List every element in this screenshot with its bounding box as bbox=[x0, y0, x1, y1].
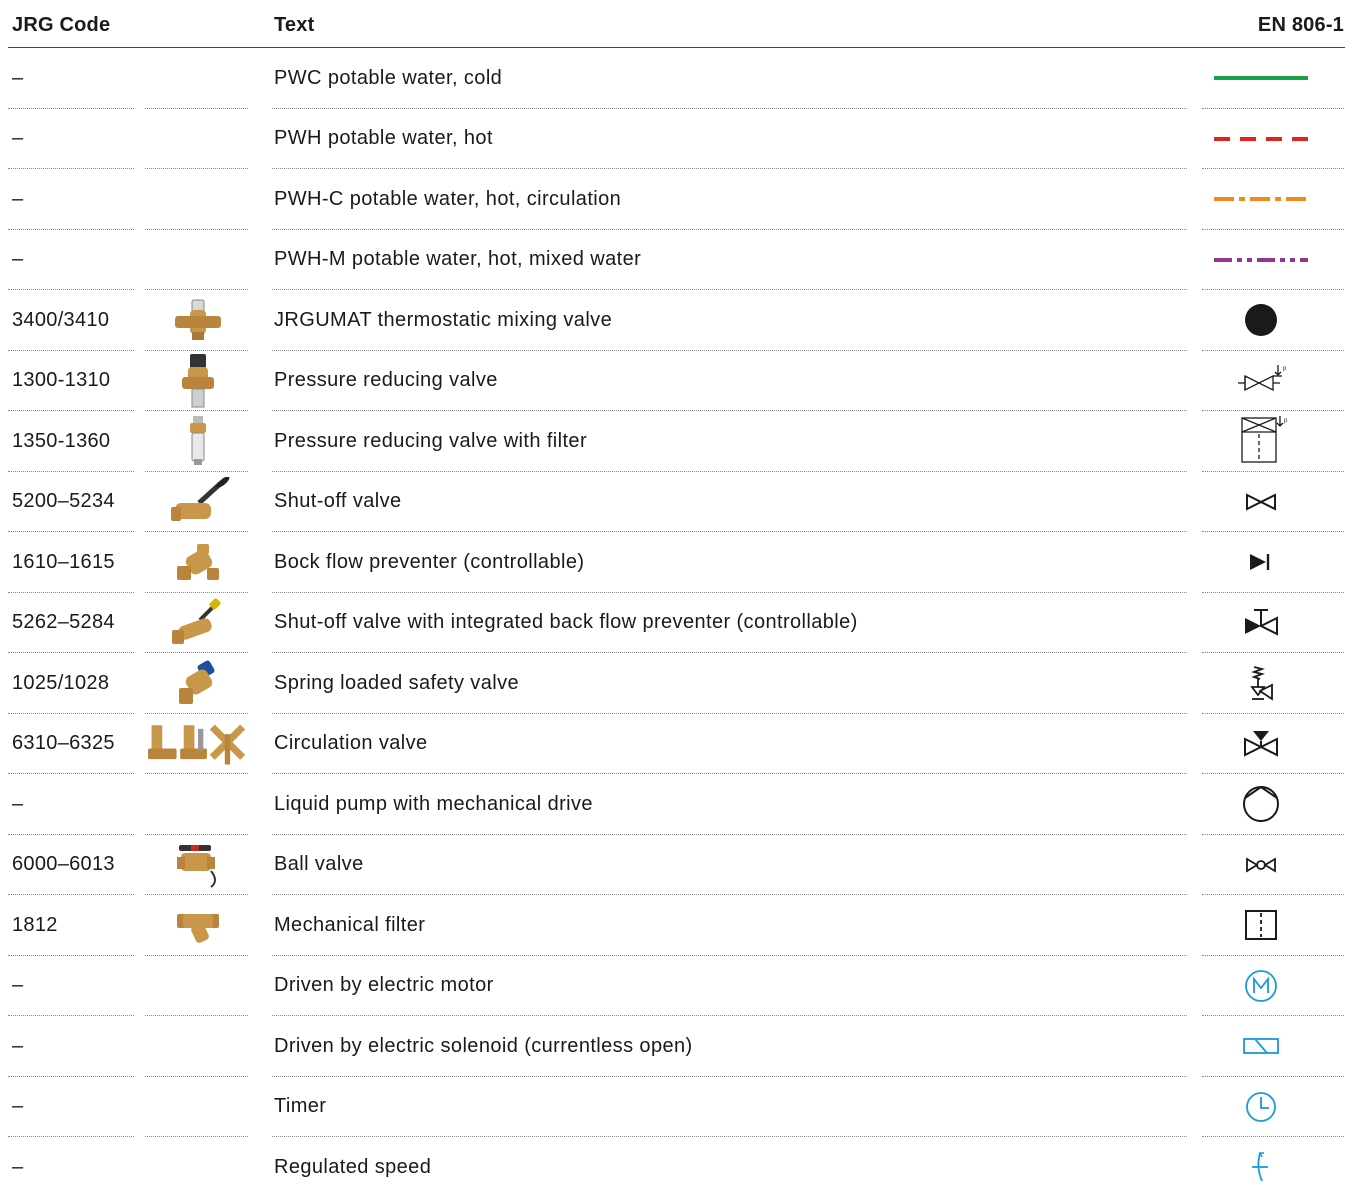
row-code: 6310–6325 bbox=[12, 732, 115, 755]
row-code: – bbox=[12, 66, 24, 89]
row-text: Mechanical filter bbox=[274, 913, 426, 936]
row-text: Shut-off valve with integrated back flow preventer (controllable) bbox=[274, 611, 858, 634]
pressure-reducing-valve-icon bbox=[1203, 351, 1318, 412]
header-standard: EN 806-1 bbox=[1257, 14, 1344, 36]
product-thumbnail bbox=[148, 653, 248, 714]
row-code: 3400/3410 bbox=[12, 308, 110, 331]
table-row bbox=[0, 411, 1355, 472]
product-thumbnail bbox=[148, 290, 248, 351]
row-code: – bbox=[12, 1095, 24, 1118]
ball-valve-icon bbox=[1203, 835, 1318, 896]
row-text: Regulated speed bbox=[274, 1155, 432, 1178]
table-row bbox=[0, 230, 1355, 291]
row-text: Timer bbox=[274, 1095, 327, 1118]
row-code: – bbox=[12, 127, 24, 150]
table-row bbox=[0, 956, 1355, 1017]
table-row bbox=[0, 290, 1355, 351]
row-text: Ball valve bbox=[274, 853, 364, 876]
product-thumbnail bbox=[148, 895, 248, 956]
row-code: 1610–1615 bbox=[12, 550, 115, 573]
solenoid-icon bbox=[1203, 1016, 1318, 1077]
table-row bbox=[0, 532, 1355, 593]
table-row bbox=[0, 472, 1355, 533]
row-code: 5200–5234 bbox=[12, 490, 115, 513]
shutoff-valve-icon bbox=[1203, 472, 1318, 533]
row-text: Liquid pump with mechanical drive bbox=[274, 792, 593, 815]
row-text: Shut-off valve bbox=[274, 490, 402, 513]
row-text: Driven by electric solenoid (currentless open) bbox=[274, 1034, 693, 1057]
row-code: 1025/1028 bbox=[12, 671, 110, 694]
row-text: PWC potable water, cold bbox=[274, 66, 503, 89]
table-row bbox=[0, 169, 1355, 230]
pump-icon bbox=[1203, 774, 1318, 835]
table-row bbox=[0, 1077, 1355, 1138]
header-code: JRG Code bbox=[12, 14, 111, 36]
regulated-speed-icon bbox=[1203, 1137, 1318, 1198]
row-text: PWH-M potable water, hot, mixed water bbox=[274, 248, 642, 271]
product-thumbnail bbox=[148, 351, 248, 412]
row-code: 1812 bbox=[12, 913, 58, 936]
table-row bbox=[0, 774, 1355, 835]
row-code: – bbox=[12, 187, 24, 210]
svg-text:p: p bbox=[1283, 418, 1287, 425]
row-text: PWH-C potable water, hot, circulation bbox=[274, 187, 622, 210]
electric-motor-icon bbox=[1203, 956, 1318, 1017]
line-dashdot-orange-icon bbox=[1203, 169, 1318, 230]
table-row bbox=[0, 653, 1355, 714]
row-code: 1300-1310 bbox=[12, 369, 111, 392]
line-solid-green-icon bbox=[1203, 48, 1318, 109]
svg-text:p: p bbox=[1282, 365, 1286, 372]
filled-circle-icon bbox=[1203, 290, 1318, 351]
header-text: Text bbox=[274, 14, 315, 36]
product-thumbnail bbox=[148, 411, 248, 472]
product-thumbnail bbox=[148, 472, 248, 533]
table-row bbox=[0, 1137, 1355, 1198]
row-text: JRGUMAT thermostatic mixing valve bbox=[274, 308, 613, 331]
table-row bbox=[0, 593, 1355, 654]
shutoff-backflow-valve-icon bbox=[1203, 593, 1318, 654]
row-code: – bbox=[12, 1155, 24, 1178]
product-thumbnail bbox=[148, 532, 248, 593]
row-code: – bbox=[12, 248, 24, 271]
table-row bbox=[0, 351, 1355, 412]
table-row bbox=[0, 109, 1355, 170]
timer-icon bbox=[1203, 1077, 1318, 1138]
backflow-preventer-icon bbox=[1203, 532, 1318, 593]
row-text: Spring loaded safety valve bbox=[274, 671, 519, 694]
table-row bbox=[0, 714, 1355, 775]
table-row bbox=[0, 895, 1355, 956]
row-text: Driven by electric motor bbox=[274, 974, 494, 997]
row-code: – bbox=[12, 1034, 24, 1057]
row-text: Pressure reducing valve with filter bbox=[274, 429, 588, 452]
row-text: Circulation valve bbox=[274, 732, 428, 755]
safety-valve-icon bbox=[1203, 653, 1318, 714]
mechanical-filter-icon bbox=[1203, 895, 1318, 956]
row-code: 5262–5284 bbox=[12, 611, 115, 634]
table-header bbox=[8, 0, 1345, 48]
row-code: 1350-1360 bbox=[12, 429, 111, 452]
row-code: – bbox=[12, 792, 24, 815]
row-text: Pressure reducing valve bbox=[274, 369, 498, 392]
pressure-reducing-valve-filter-icon bbox=[1203, 411, 1318, 472]
row-code: 6000–6013 bbox=[12, 853, 115, 876]
row-text: PWH potable water, hot bbox=[274, 127, 493, 150]
product-thumbnail bbox=[148, 835, 248, 896]
product-thumbnail bbox=[148, 714, 248, 775]
table-row bbox=[0, 835, 1355, 896]
row-code: – bbox=[12, 974, 24, 997]
table-row bbox=[0, 1016, 1355, 1077]
circulation-valve-icon bbox=[1203, 714, 1318, 775]
line-dashdotdot-purple-icon bbox=[1203, 230, 1318, 291]
line-dashed-red-icon bbox=[1203, 109, 1318, 170]
table-row bbox=[0, 48, 1355, 109]
product-thumbnail bbox=[148, 593, 248, 654]
row-text: Bock flow preventer (controllable) bbox=[274, 550, 585, 573]
